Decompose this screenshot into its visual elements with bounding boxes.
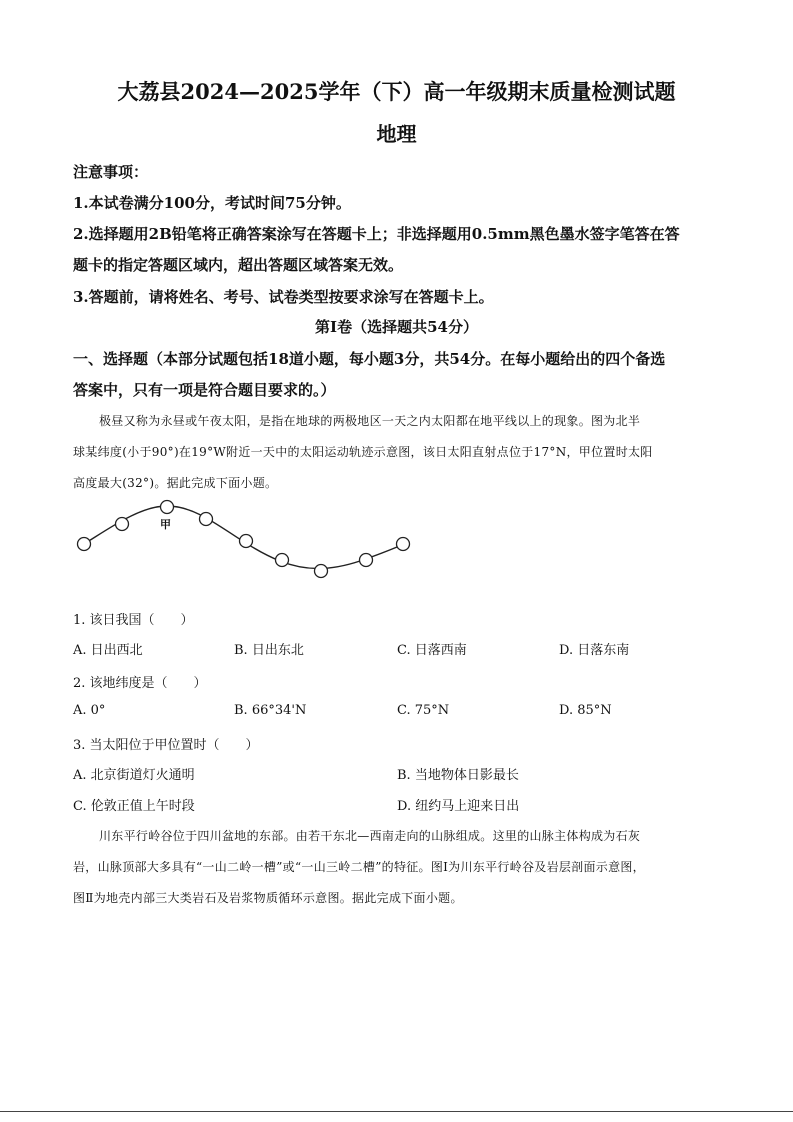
- question-1-option-a: A. 日出西北: [73, 643, 143, 658]
- part-heading-line-1: 一、选择题（本部分试题包括18道小题，每小题3分，共54分。在每小题给出的四个备选: [73, 350, 666, 368]
- passage-1-line-1: 极昼又称为永昼或午夜太阳，是指在地球的两极地区一天之内太阳都在地平线以上的现象。图为北半: [99, 414, 641, 428]
- question-2-option-a: A. 0°: [73, 703, 106, 718]
- question-3-option-b: B. 当地物体日影最长: [397, 768, 519, 783]
- question-1-stem: 1. 该日我国（ ）: [73, 613, 194, 628]
- passage-1-line-3: 高度最大(32°)。据此完成下面小题。: [73, 476, 278, 490]
- sun-position-marker: [360, 554, 373, 567]
- question-3-option-a: A. 北京街道灯火通明: [73, 768, 195, 783]
- sun-position-marker: [78, 538, 91, 551]
- sun-position-marker: [240, 535, 253, 548]
- notice-item-3: 3.答题前，请将姓名、考号、试卷类型按要求涂写在答题卡上。: [73, 288, 494, 306]
- question-3-stem: 3. 当太阳位于甲位置时（ ）: [73, 738, 259, 753]
- sun-position-marker: [397, 538, 410, 551]
- sun-position-marker: [315, 565, 328, 578]
- exam-title: 大荔县2024—2025学年（下）高一年级期末质量检测试题: [117, 79, 676, 104]
- sun-position-marker-jia: [161, 501, 174, 514]
- question-1-option-d: D. 日落东南: [559, 643, 630, 658]
- notice-item-1: 1.本试卷满分100分，考试时间75分钟。: [73, 194, 351, 212]
- sun-position-marker: [276, 554, 289, 567]
- notice-item-2-line-1: 2.选择题用2B铅笔将正确答案涂写在答题卡上；非选择题用0.5mm黑色墨水签字笔答在答: [73, 225, 680, 243]
- sun-position-marker: [200, 513, 213, 526]
- page-bottom-rule: [0, 1111, 793, 1112]
- subject-title: 地理: [376, 122, 417, 146]
- question-1-option-b: B. 日出东北: [234, 643, 304, 658]
- question-1-option-c: C. 日落西南: [397, 643, 467, 658]
- question-3-option-d: D. 纽约马上迎来日出: [397, 799, 520, 814]
- passage-2-line-2: 岩，山脉顶部大多具有“一山二岭一槽”或“一山三岭二槽”的特征。图Ⅰ为川东平行岭谷及岩层剖面示意图，: [73, 860, 645, 874]
- part-heading-line-2: 答案中，只有一项是符合题目要求的。）: [73, 381, 336, 399]
- passage-2-line-3: 图Ⅱ为地壳内部三大类岩石及岩浆物质循环示意图。据此完成下面小题。: [73, 891, 463, 905]
- volume-title: 第Ⅰ卷（选择题共54分）: [315, 318, 478, 336]
- question-3-option-c: C. 伦敦正值上午时段: [73, 799, 195, 814]
- question-2-option-c: C. 75°N: [397, 703, 450, 718]
- sun-path-diagram: [70, 498, 420, 582]
- question-2-stem: 2. 该地纬度是（ ）: [73, 676, 207, 691]
- passage-2-line-1: 川东平行岭谷位于四川盆地的东部。由若干东北—西南走向的山脉组成。这里的山脉主体构成为石灰: [99, 829, 641, 843]
- question-2-option-b: B. 66°34'N: [234, 703, 307, 718]
- sun-position-marker: [116, 518, 129, 531]
- label-jia: 甲: [160, 518, 171, 531]
- notice-heading: 注意事项：: [73, 163, 149, 181]
- question-2-option-d: D. 85°N: [559, 703, 612, 718]
- passage-1-line-2: 球某纬度(小于90°)在19°W附近一天中的太阳运动轨迹示意图，该日太阳直射点位于17°N，甲位置时太阳: [73, 445, 653, 459]
- notice-item-2-line-2: 题卡的指定答题区域内，超出答题区域答案无效。: [73, 256, 404, 274]
